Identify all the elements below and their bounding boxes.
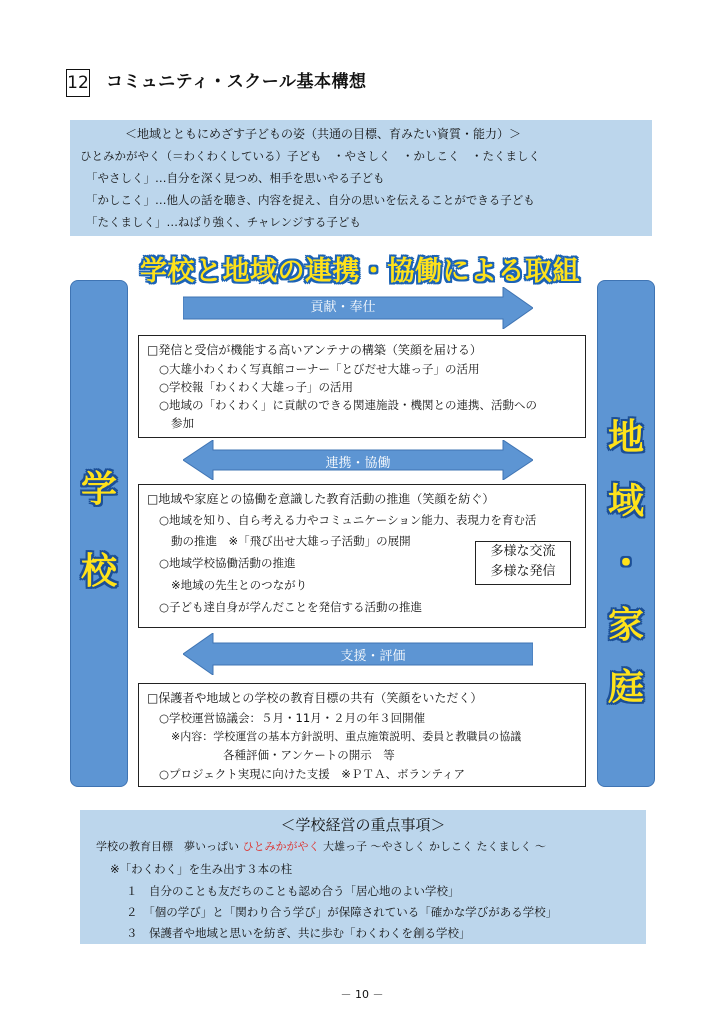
section-number: 12 xyxy=(66,69,90,97)
box-cooperation-item: ※地域の先生とのつながり xyxy=(171,578,308,592)
box-antenna-item: ○学校報「わくわく大雄っ子」の活用 xyxy=(159,380,354,394)
pillars-heading: ※「わくわく」を生み出す３本の柱 xyxy=(110,862,293,876)
box-antenna xyxy=(138,335,586,438)
box-sharing-item: ○学校運営協議会：５月・11月・２月の年３回開催 xyxy=(159,711,426,725)
pillar-item: ２ 「個の学び」と「関わり合う学び」が保障されている「確かな学びがある学校」 xyxy=(126,905,558,919)
page-number: － 10 － xyxy=(340,988,384,1001)
box-antenna-item: ○地域の「わくわく」に貢献のできる関連施設・機関との連携、活動への xyxy=(159,398,538,412)
goals-line-2: 「やさしく」…自分を深く見つめ、相手を思いやる子ども xyxy=(86,171,385,185)
goals-line-3: 「かしこく」…他人の話を聴き、内容を捉え、自分の思いを伝えることができる子ども xyxy=(86,193,535,207)
school-goal-highlight: ひとみかがやく xyxy=(242,840,320,853)
box-antenna-item: 参加 xyxy=(171,416,194,430)
box-antenna-item: ○大雄小わくわく写真館コーナー「とびだせ大雄っ子」の活用 xyxy=(159,362,480,376)
community-char-2: 域 xyxy=(607,481,644,522)
box-cooperation-item: ○地域を知り、自ら考える力やコミュニケーション能力、表現力を育む活 xyxy=(159,513,537,527)
goals-line-4: 「たくましく」…ねばり強く、チャレンジする子ども xyxy=(86,215,361,229)
box-cooperation xyxy=(138,484,586,628)
box-sharing-heading: □保護者や地域との学校の教育目標の共有（笑顔をいただく） xyxy=(147,691,483,705)
school-char-1: 学 xyxy=(80,469,117,510)
pillar-item: ３ 保護者や地域と思いを紡ぎ、共に歩む「わくわくを創る学校」 xyxy=(126,926,471,940)
box-cooperation-item: 動の推進 ※「飛び出せ大雄っ子活動」の展開 xyxy=(171,534,411,548)
focus-panel xyxy=(80,810,646,944)
pillar-item: １ 自分のことも友だちのことも認め合う「居心地のよい学校」 xyxy=(126,884,460,898)
box-antenna-heading: □発信と受信が機能する高いアンテナの構築（笑顔を届ける） xyxy=(147,343,482,357)
school-goal xyxy=(96,838,546,854)
goals-panel xyxy=(70,120,652,236)
goals-heading: ＜地域とともにめざす子どもの姿（共通の目標、育みたい資質・能力）＞ xyxy=(125,127,522,141)
diverse-note-line: 多様な交流 xyxy=(490,544,556,559)
goals-line-1: ひとみかがやく（＝わくわくしている）子ども ・やさしく ・かしこく ・たくましく xyxy=(80,149,540,163)
box-cooperation-item: ○地域学校協働活動の推進 xyxy=(159,556,296,570)
diverse-note xyxy=(475,541,571,585)
box-cooperation-item: ○子ども達自身が学んだことを発信する活動の推進 xyxy=(159,600,423,614)
focus-heading: ＜学校経営の重点事項＞ xyxy=(280,816,446,834)
arrow-label-collaboration: 連携・協働 xyxy=(325,456,391,471)
school-goal-suffix: 大雄っ子 〜やさしく かしこく たくましく 〜 xyxy=(323,840,546,853)
community-char-5: 庭 xyxy=(607,667,644,708)
community-bar xyxy=(597,280,655,787)
page-title: コミュニティ・スクール基本構想 xyxy=(106,72,367,92)
community-char-4: 家 xyxy=(607,605,644,646)
box-sharing-item: ※内容：学校運営の基本方針説明、重点施策説明、委員と教職員の協議 xyxy=(171,730,522,743)
community-char-3: ・ xyxy=(607,543,644,584)
community-char-1: 地 xyxy=(607,417,644,458)
school-char-2: 校 xyxy=(80,551,117,592)
diverse-note-line: 多様な発信 xyxy=(490,564,556,579)
box-sharing-item: ○プロジェクト実現に向けた支援 ※ＰＴＡ、ボランティア xyxy=(159,767,466,781)
arrow-label-support: 支援・評価 xyxy=(340,649,406,664)
box-sharing-item: 各種評価・アンケートの開示 等 xyxy=(223,748,395,762)
box-sharing xyxy=(138,683,586,787)
school-goal-prefix: 学校の教育目標 夢いっぱい xyxy=(96,840,239,853)
box-cooperation-heading: □地域や家庭との協働を意識した教育活動の推進（笑顔を紡ぐ） xyxy=(147,492,495,506)
diagram-title: 学校と地域の連携・協働による取組 xyxy=(140,256,580,287)
arrow-label-contribution: 貢献・奉仕 xyxy=(310,300,376,315)
school-bar xyxy=(70,280,128,787)
